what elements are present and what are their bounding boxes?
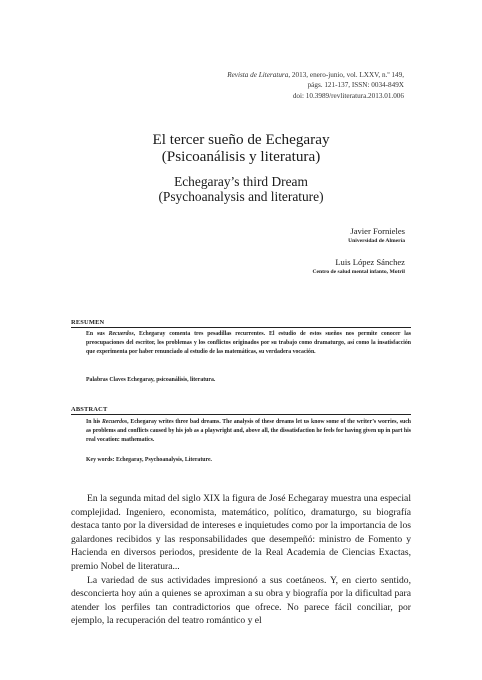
journal-pages-issn: págs. 121-137, ISSN: 0034-849X (307, 81, 404, 90)
body-paragraph-1: En la segunda mitad del siglo XIX la figura de José Echegaray muestra una especial complejidad. Ingeniero, economista, matemático, político, dramaturgo, su biografía destaca tanto por la diversidad de intereses e inquietudes como por la importancia de los galardones recibidos y las responsabilidades que desempeñó: ministro de Fomento y Hacienda en diversos periodos, presidente de la Real Academia de Ciencias Exactas, premio Nobel de literatura... (71, 493, 411, 572)
abstract-text-rest: , Echegaray writes three bad dreams. The analysis of these dreams let us know some of the writer’s worries, such as problems and conflicts caused by his job as a playwright and, above all, the dissatisfaction he feels for having given up in part his real vocation: mathematics. (86, 419, 411, 443)
author-affiliation: Universidad de Almería (348, 238, 405, 244)
title-english-line2: (Psychoanalysis and literature) (158, 189, 324, 204)
resumen-text (86, 330, 411, 357)
journal-name: Revista de Literatura (227, 71, 289, 79)
resumen-heading: RESUMEN (71, 319, 105, 326)
title-block (60, 131, 422, 204)
resumen-italic-title: Recuerdos (108, 331, 134, 337)
resumen-keywords: Palabras Claves Echegaray, psicoanálisis, literatura. (86, 377, 216, 383)
abstract-heading: ABSTRACT (71, 406, 108, 413)
abstract-text-start: In his (86, 419, 103, 425)
resumen-rule (71, 327, 411, 328)
body-paragraph-2: La variedad de sus actividades impresionó a sus coetáneos. Y, en cierto sentido, desconcierta hoy aún a quienes se aproximan a su obra y biografía por la dificultad para atender los perfiles tan contradictorios que ofrece. No parece fácil conciliar, por ejemplo, la recuperación del teatro romántico y el (71, 574, 411, 627)
abstract-keywords: Key words: Echegaray, Psychoanalysis, Literature. (86, 457, 212, 463)
abstract-rule (71, 414, 411, 415)
author-2 (312, 257, 405, 276)
journal-citation (227, 70, 404, 80)
abstract-italic-title: Recuerdos (102, 419, 128, 425)
author-name: Luis López Sánchez (335, 257, 405, 267)
title-spanish-line2: (Psicoanálisis y literatura) (161, 148, 321, 165)
author-1 (348, 226, 405, 245)
author-affiliation: Centro de salud mental infanto, Motril (312, 269, 405, 275)
journal-volume: , 2013, enero-junio, vol. LXXV, n.º 149, (288, 71, 404, 79)
author-name: Javier Fornieles (350, 226, 405, 236)
journal-header (227, 70, 404, 101)
abstract-text (86, 418, 411, 445)
journal-doi: doi: 10.3989/revliteratura.2013.01.006 (292, 91, 404, 100)
resumen-text-start: En sus (86, 331, 109, 337)
body-text (71, 492, 411, 628)
resumen-text-rest: , Echegaray comenta tres pesadillas recurrentes. El estudio de estos sueños nos permite conocer las preocupaciones del escritor, los problemas y los conflictos originados por su trabajo como dramaturgo, así como la insatisfacción que experimenta por haber renunciado al estudio de las matemáticas, su verdadera vocación. (86, 331, 411, 355)
title-spanish-line1: El tercer sueño de Echegaray (152, 131, 330, 148)
title-english-line1: Echegaray’s third Dream (174, 174, 308, 189)
